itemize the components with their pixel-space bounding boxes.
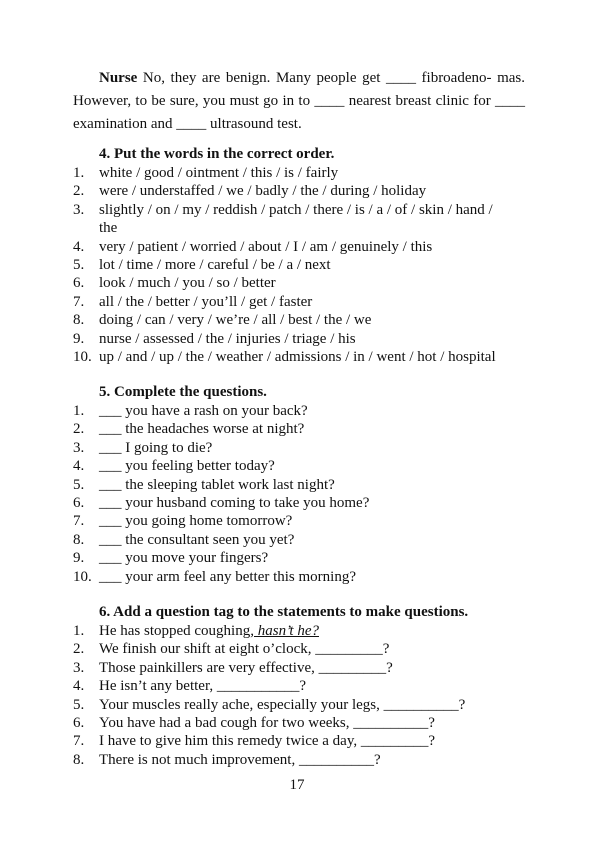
item-number: 2. — [73, 183, 85, 200]
dialogue-line-2: mas. However, to be sure, you must go in to ____ nearest breast clinic — [73, 70, 525, 110]
item-text: ___ you have a rash on your back? — [99, 403, 308, 419]
item-text: Those painkillers are very effective, _________? — [99, 659, 393, 676]
item-number: 5. — [73, 476, 85, 493]
speaker-label: Nurse — [99, 70, 138, 86]
item-text: ___ your husband coming to take you home? — [99, 495, 370, 512]
list-item — [73, 696, 533, 714]
list-item — [73, 439, 533, 457]
item-number: 1. — [73, 165, 85, 181]
item-text: You have had a bad cough for two weeks, __________? — [99, 715, 435, 732]
list-item — [73, 732, 533, 750]
item-number: 2. — [73, 641, 85, 658]
page-number: 17 — [289, 777, 305, 793]
list-item — [73, 164, 533, 182]
item-number: 2. — [73, 421, 85, 438]
item-text: I have to give him this remedy twice a day, _________? — [99, 733, 436, 750]
item-text: ___ you going home tomorrow? — [99, 513, 293, 530]
list-item — [73, 677, 533, 695]
item-number: 3. — [73, 659, 85, 676]
list-item — [73, 751, 533, 769]
item-number: 1. — [73, 403, 85, 419]
list-item — [73, 476, 533, 494]
item-number: 1. — [73, 623, 85, 639]
item-text: There is not much improvement, __________? — [99, 751, 381, 768]
item-number: 4. — [73, 238, 85, 255]
item-text: lot / time / more / careful / be / a / next — [99, 257, 331, 274]
example-answer: , hasn’t he? — [250, 623, 319, 639]
dialogue-line-1: No, they are benign. Many people get ____ fibroadeno- — [137, 70, 492, 86]
item-number: 6. — [73, 275, 85, 292]
item-number: 8. — [73, 751, 85, 768]
item-number: 6. — [73, 495, 85, 512]
item-text: We finish our shift at eight o’clock, _________? — [99, 641, 390, 658]
item-text: ___ the consultant seen you yet? — [99, 531, 295, 548]
item-text: nurse / assessed / the / injuries / triage / his — [99, 330, 356, 347]
nurse-dialogue-paragraph — [73, 67, 525, 137]
item-text: doing / can / very / we’re / all / best / the / we — [99, 312, 372, 329]
item-text: were / understaffed / we / badly / the / during / holiday — [99, 183, 427, 200]
item-text: ___ the headaches worse at night? — [99, 421, 305, 438]
list-item — [73, 659, 533, 677]
item-number: 4. — [73, 458, 85, 475]
section-complete-questions — [73, 383, 533, 586]
item-number: 6. — [73, 715, 85, 732]
item-number: 7. — [73, 293, 85, 310]
item-text: ___ you move your fingers? — [99, 550, 269, 567]
item-text: slightly / on / my / reddish / patch / there / is / a / of / skin / hand / — [99, 201, 493, 218]
item-text: white / good / ointment / this / is / fairly — [99, 165, 339, 181]
list-item — [73, 402, 533, 420]
item-text: ___ I going to die? — [99, 439, 213, 456]
item-number: 3. — [73, 201, 85, 218]
list-item — [73, 420, 533, 438]
item-text: He isn’t any better, ___________? — [99, 678, 306, 695]
item-text-continuation: the — [99, 220, 118, 237]
item-text: ___ your arm feel any better this morning? — [99, 568, 357, 585]
list-item — [73, 457, 533, 475]
exercise-list — [73, 402, 533, 586]
item-number: 9. — [73, 330, 85, 347]
item-number: 7. — [73, 513, 85, 530]
list-item — [73, 256, 533, 274]
item-number: 5. — [73, 696, 85, 713]
dialogue-line-3: for ____ examination and ____ ultrasound test. — [73, 93, 526, 133]
list-item — [73, 622, 533, 640]
item-number: 5. — [73, 257, 85, 274]
section-heading: 5. Complete the questions. — [99, 384, 267, 400]
item-number: 3. — [73, 439, 85, 456]
exercise-list — [73, 622, 533, 769]
list-item — [73, 714, 533, 732]
section-heading: 6. Add a question tag to the statements to make questions. — [99, 604, 469, 620]
item-text: look / much / you / so / better — [99, 275, 276, 292]
list-item — [73, 293, 533, 311]
item-number: 4. — [73, 678, 85, 695]
item-number: 7. — [73, 733, 85, 750]
item-text: He has stopped coughing — [99, 623, 251, 639]
list-item — [73, 531, 533, 549]
section-word-order — [73, 145, 533, 366]
exercise-list — [73, 164, 533, 366]
list-item — [73, 494, 533, 512]
item-number: 10. — [73, 349, 92, 366]
list-item — [73, 330, 533, 348]
list-item — [73, 201, 533, 238]
item-number: 10. — [73, 568, 92, 585]
list-item — [73, 348, 533, 366]
list-item — [73, 182, 533, 200]
item-number: 8. — [73, 531, 85, 548]
list-item — [73, 640, 533, 658]
list-item — [73, 549, 533, 567]
item-text: ___ the sleeping tablet work last night? — [99, 476, 335, 493]
section-heading: 4. Put the words in the correct order. — [99, 146, 335, 162]
list-item — [73, 238, 533, 256]
item-text: Your muscles really ache, especially your legs, __________? — [99, 696, 466, 713]
item-text: up / and / up / the / weather / admissions / in / went / hot / hospital — [99, 349, 496, 366]
item-number: 9. — [73, 550, 85, 567]
list-item — [73, 568, 533, 586]
list-item — [73, 274, 533, 292]
item-text: very / patient / worried / about / I / am / genuinely / this — [99, 238, 433, 255]
item-text: all / the / better / you’ll / get / faster — [99, 293, 313, 310]
list-item — [73, 311, 533, 329]
item-text: ___ you feeling better today? — [99, 458, 275, 475]
list-item — [73, 512, 533, 530]
section-question-tags — [73, 603, 533, 769]
item-number: 8. — [73, 312, 85, 329]
